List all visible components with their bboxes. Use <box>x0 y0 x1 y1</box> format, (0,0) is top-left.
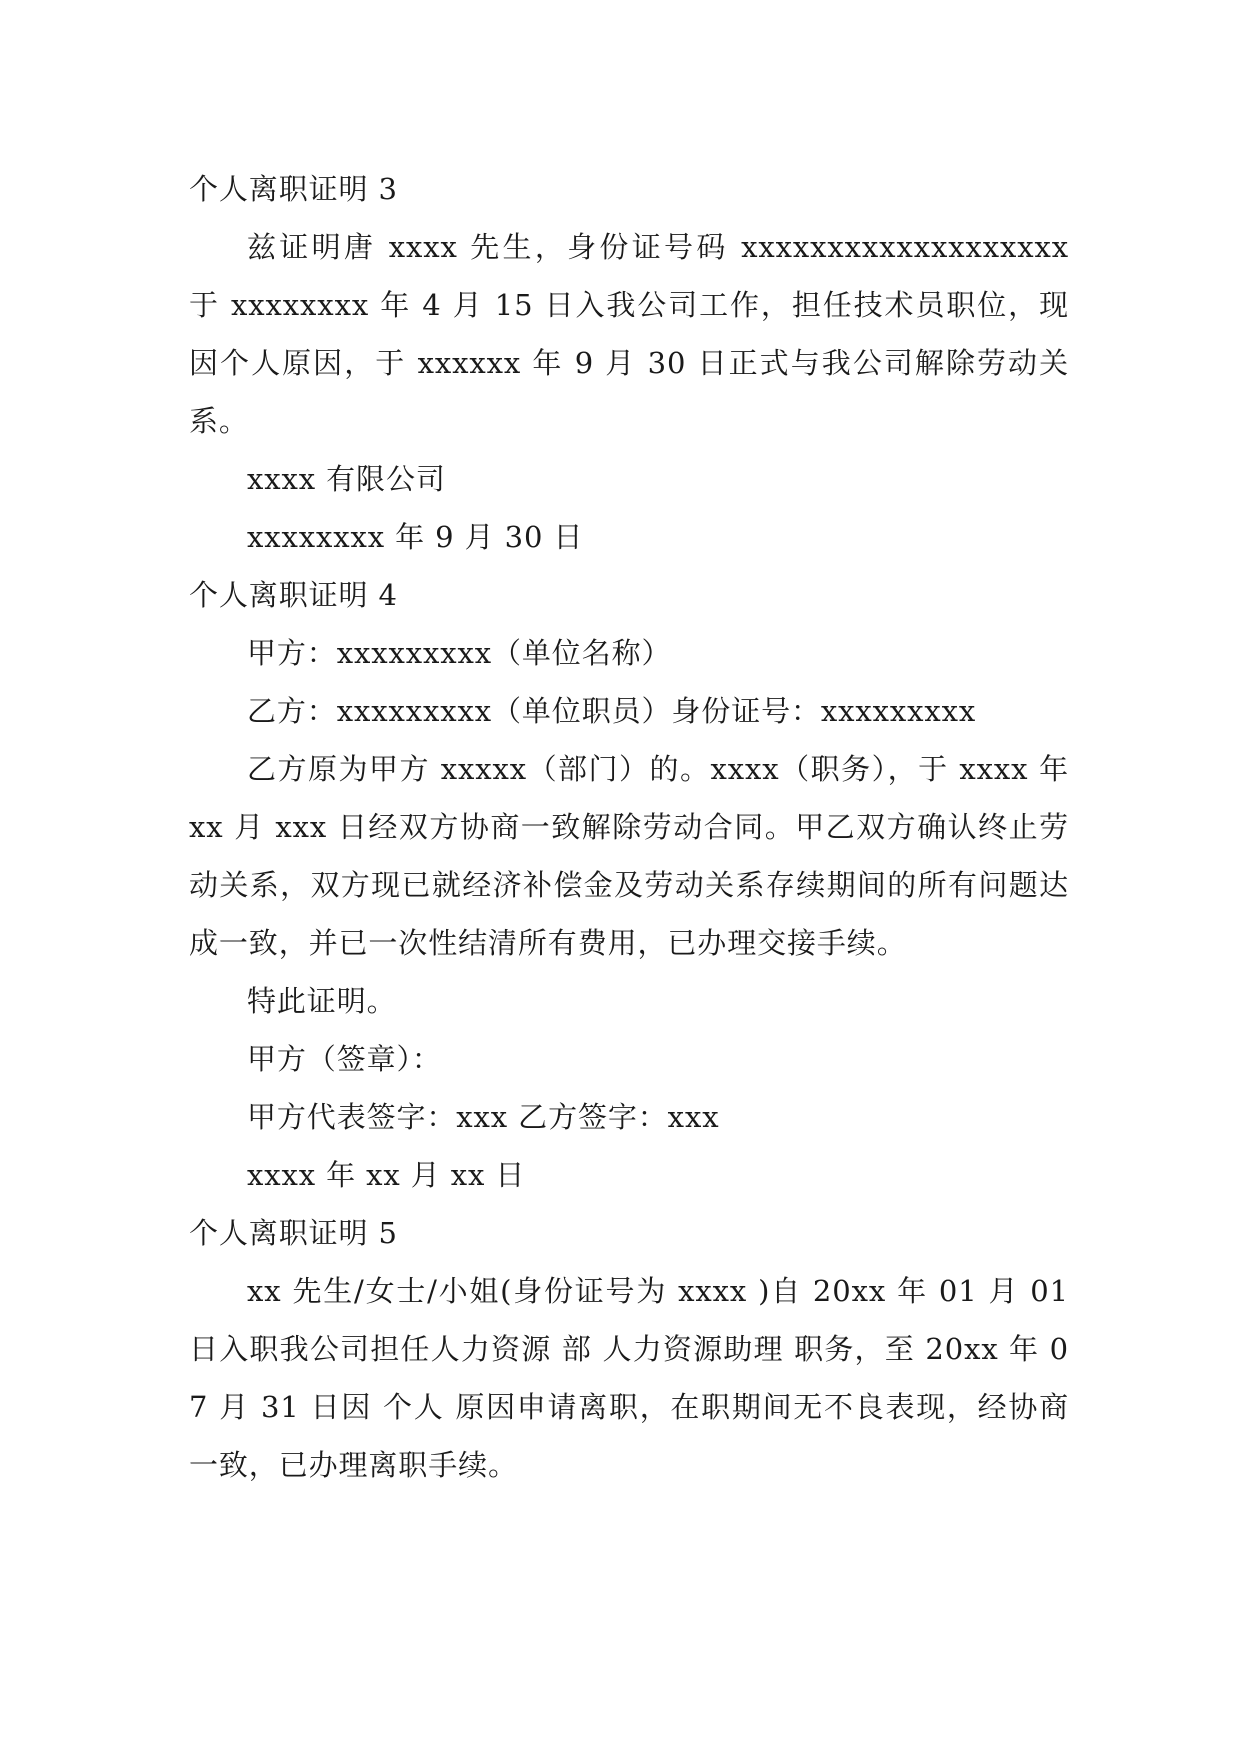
section-4-seal-line: 甲方（签章）： <box>247 1042 442 1076</box>
section-4-party-a: 甲方：xxxxxxxxx（单位名称） <box>247 636 672 670</box>
section-title-3: 个人离职证明 3 <box>189 172 398 206</box>
section-4-date-line: xxxx 年 xx 月 xx 日 <box>247 1158 526 1192</box>
section-3-company-line: xxxx 有限公司 <box>247 462 446 496</box>
section-4-party-b: 乙方：xxxxxxxxx（单位职员）身份证号：xxxxxxxxx <box>247 694 977 728</box>
section-4-certify-line: 特此证明。 <box>247 984 397 1018</box>
section-title-5: 个人离职证明 5 <box>189 1216 398 1250</box>
section-3-paragraph: 兹证明唐 xxxx 先生，身份证号码 xxxxxxxxxxxxxxxxxxx 于 xxxxxxxx 年 4 月 15 日入我公司工作，担任技术员职位，现因个人原因，于 xxxxxx 年 9 月 30 日正式与我公司解除劳动关系。 <box>189 230 1069 438</box>
document-body <box>189 160 1069 1494</box>
section-title-4: 个人离职证明 4 <box>189 578 398 612</box>
section-3-date-line: xxxxxxxx 年 9 月 30 日 <box>247 520 584 554</box>
section-4-signature-line: 甲方代表签字：xxx 乙方签字：xxx <box>247 1100 720 1134</box>
section-4-paragraph: 乙方原为甲方 xxxxx（部门）的。xxxx（职务），于 xxxx 年 xx 月 xxx 日经双方协商一致解除劳动合同。甲乙双方确认终止劳动关系，双方现已就经济补偿金及劳动关系存续期间的所有问题达成一致，并已一次性结清所有费用，已办理交接手续。 <box>189 752 1069 960</box>
section-5-paragraph: xx 先生/女士/小姐(身份证号为 xxxx )自 20xx 年 01 月 01 日入职我公司担任人力资源 部 人力资源助理 职务，至 20xx 年 07 月 31 日因 个人 原因申请离职，在职期间无不良表现，经协商一致，已办理离职手续。 <box>189 1274 1069 1482</box>
